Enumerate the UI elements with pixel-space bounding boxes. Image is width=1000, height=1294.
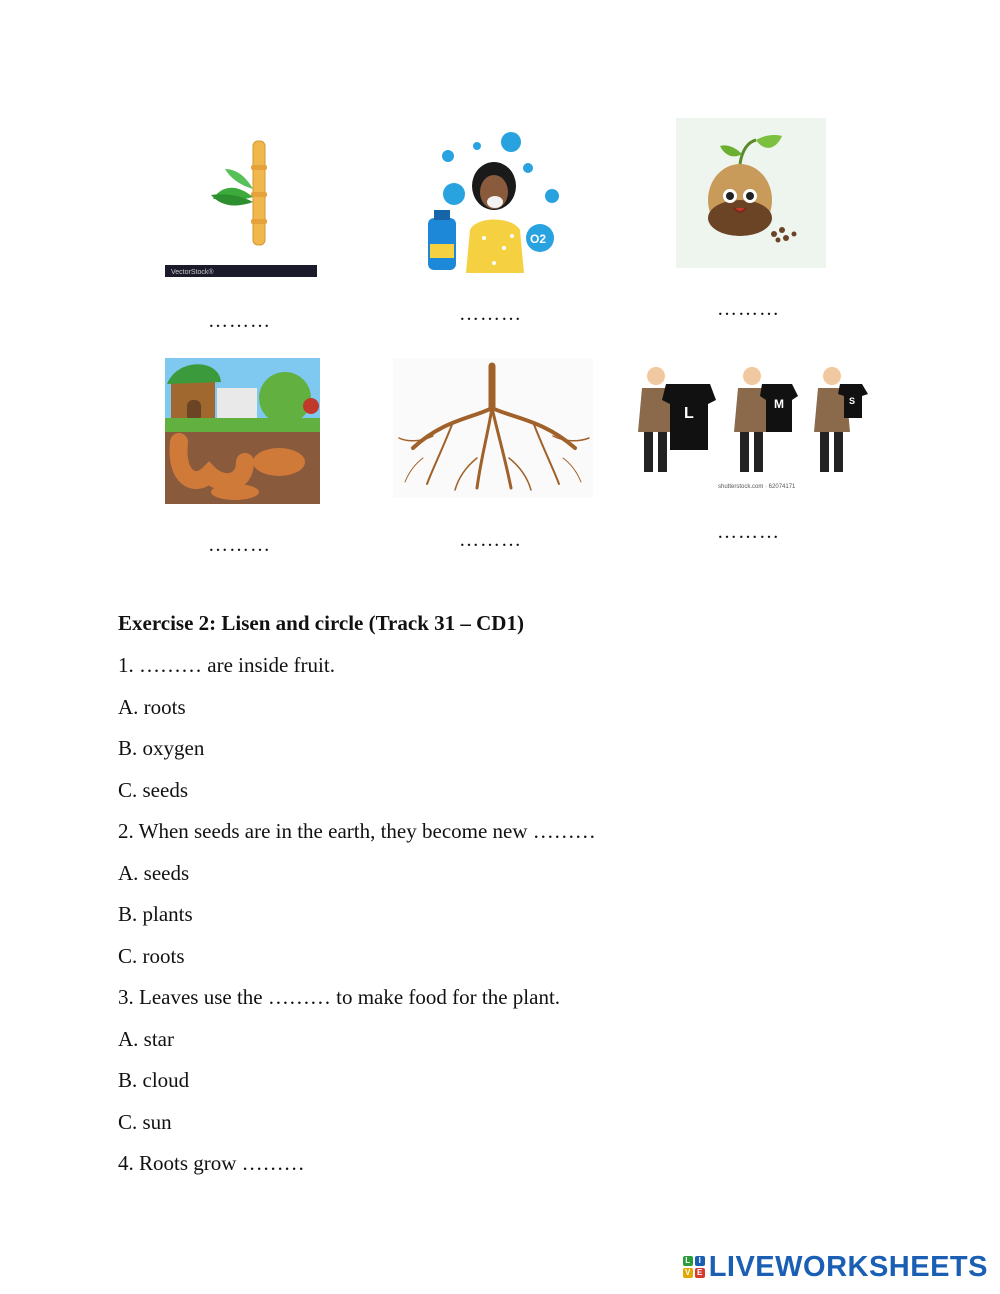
blank-4[interactable]: ……… bbox=[208, 534, 271, 556]
option-3c[interactable]: C. sun bbox=[118, 1110, 172, 1134]
underground-picture bbox=[165, 358, 320, 504]
question-4: 4. Roots grow ……… bbox=[118, 1151, 305, 1175]
question-1: 1. ……… are inside fruit. bbox=[118, 653, 335, 677]
live-icon: L I V E bbox=[683, 1256, 705, 1278]
sizes-picture bbox=[636, 362, 872, 492]
blank-6[interactable]: ……… bbox=[717, 521, 780, 543]
o2-label: O2 bbox=[530, 232, 547, 246]
blank-2[interactable]: ……… bbox=[459, 303, 522, 325]
option-1b[interactable]: B. oxygen bbox=[118, 736, 205, 760]
option-2a[interactable]: A. seeds bbox=[118, 861, 190, 885]
roots-picture bbox=[393, 358, 593, 498]
exercise-title: Exercise 2: Lisen and circle (Track 31 – CD1) bbox=[118, 611, 524, 635]
blank-3[interactable]: ……… bbox=[717, 298, 780, 320]
option-1c[interactable]: C. seeds bbox=[118, 778, 188, 802]
liveworksheets-logo[interactable] bbox=[683, 1252, 988, 1282]
question-3: 3. Leaves use the ……… to make food for the plant. bbox=[118, 985, 561, 1009]
logo-text: LIVEWORKSHEETS bbox=[708, 1250, 988, 1283]
seed-picture bbox=[676, 118, 826, 268]
watermark-text: VectorStock® bbox=[171, 269, 214, 276]
question-2: 2. When seeds are in the earth, they become new ……… bbox=[118, 819, 596, 843]
stock-caption: shutterstock.com · 62074171 bbox=[718, 484, 796, 490]
blank-1[interactable]: ……… bbox=[208, 310, 271, 332]
option-1a[interactable]: A. roots bbox=[118, 695, 186, 719]
stem-picture bbox=[165, 137, 320, 280]
shirt-m-label: M bbox=[774, 397, 784, 411]
option-3a[interactable]: A. star bbox=[118, 1027, 174, 1051]
oxygen-picture bbox=[424, 118, 559, 273]
option-3b[interactable]: B. cloud bbox=[118, 1068, 190, 1092]
shirt-s-label: S bbox=[849, 396, 856, 406]
option-2b[interactable]: B. plants bbox=[118, 902, 193, 926]
shirt-l-label: L bbox=[684, 405, 694, 422]
option-2c[interactable]: C. roots bbox=[118, 944, 185, 968]
blank-5[interactable]: ……… bbox=[459, 529, 522, 551]
